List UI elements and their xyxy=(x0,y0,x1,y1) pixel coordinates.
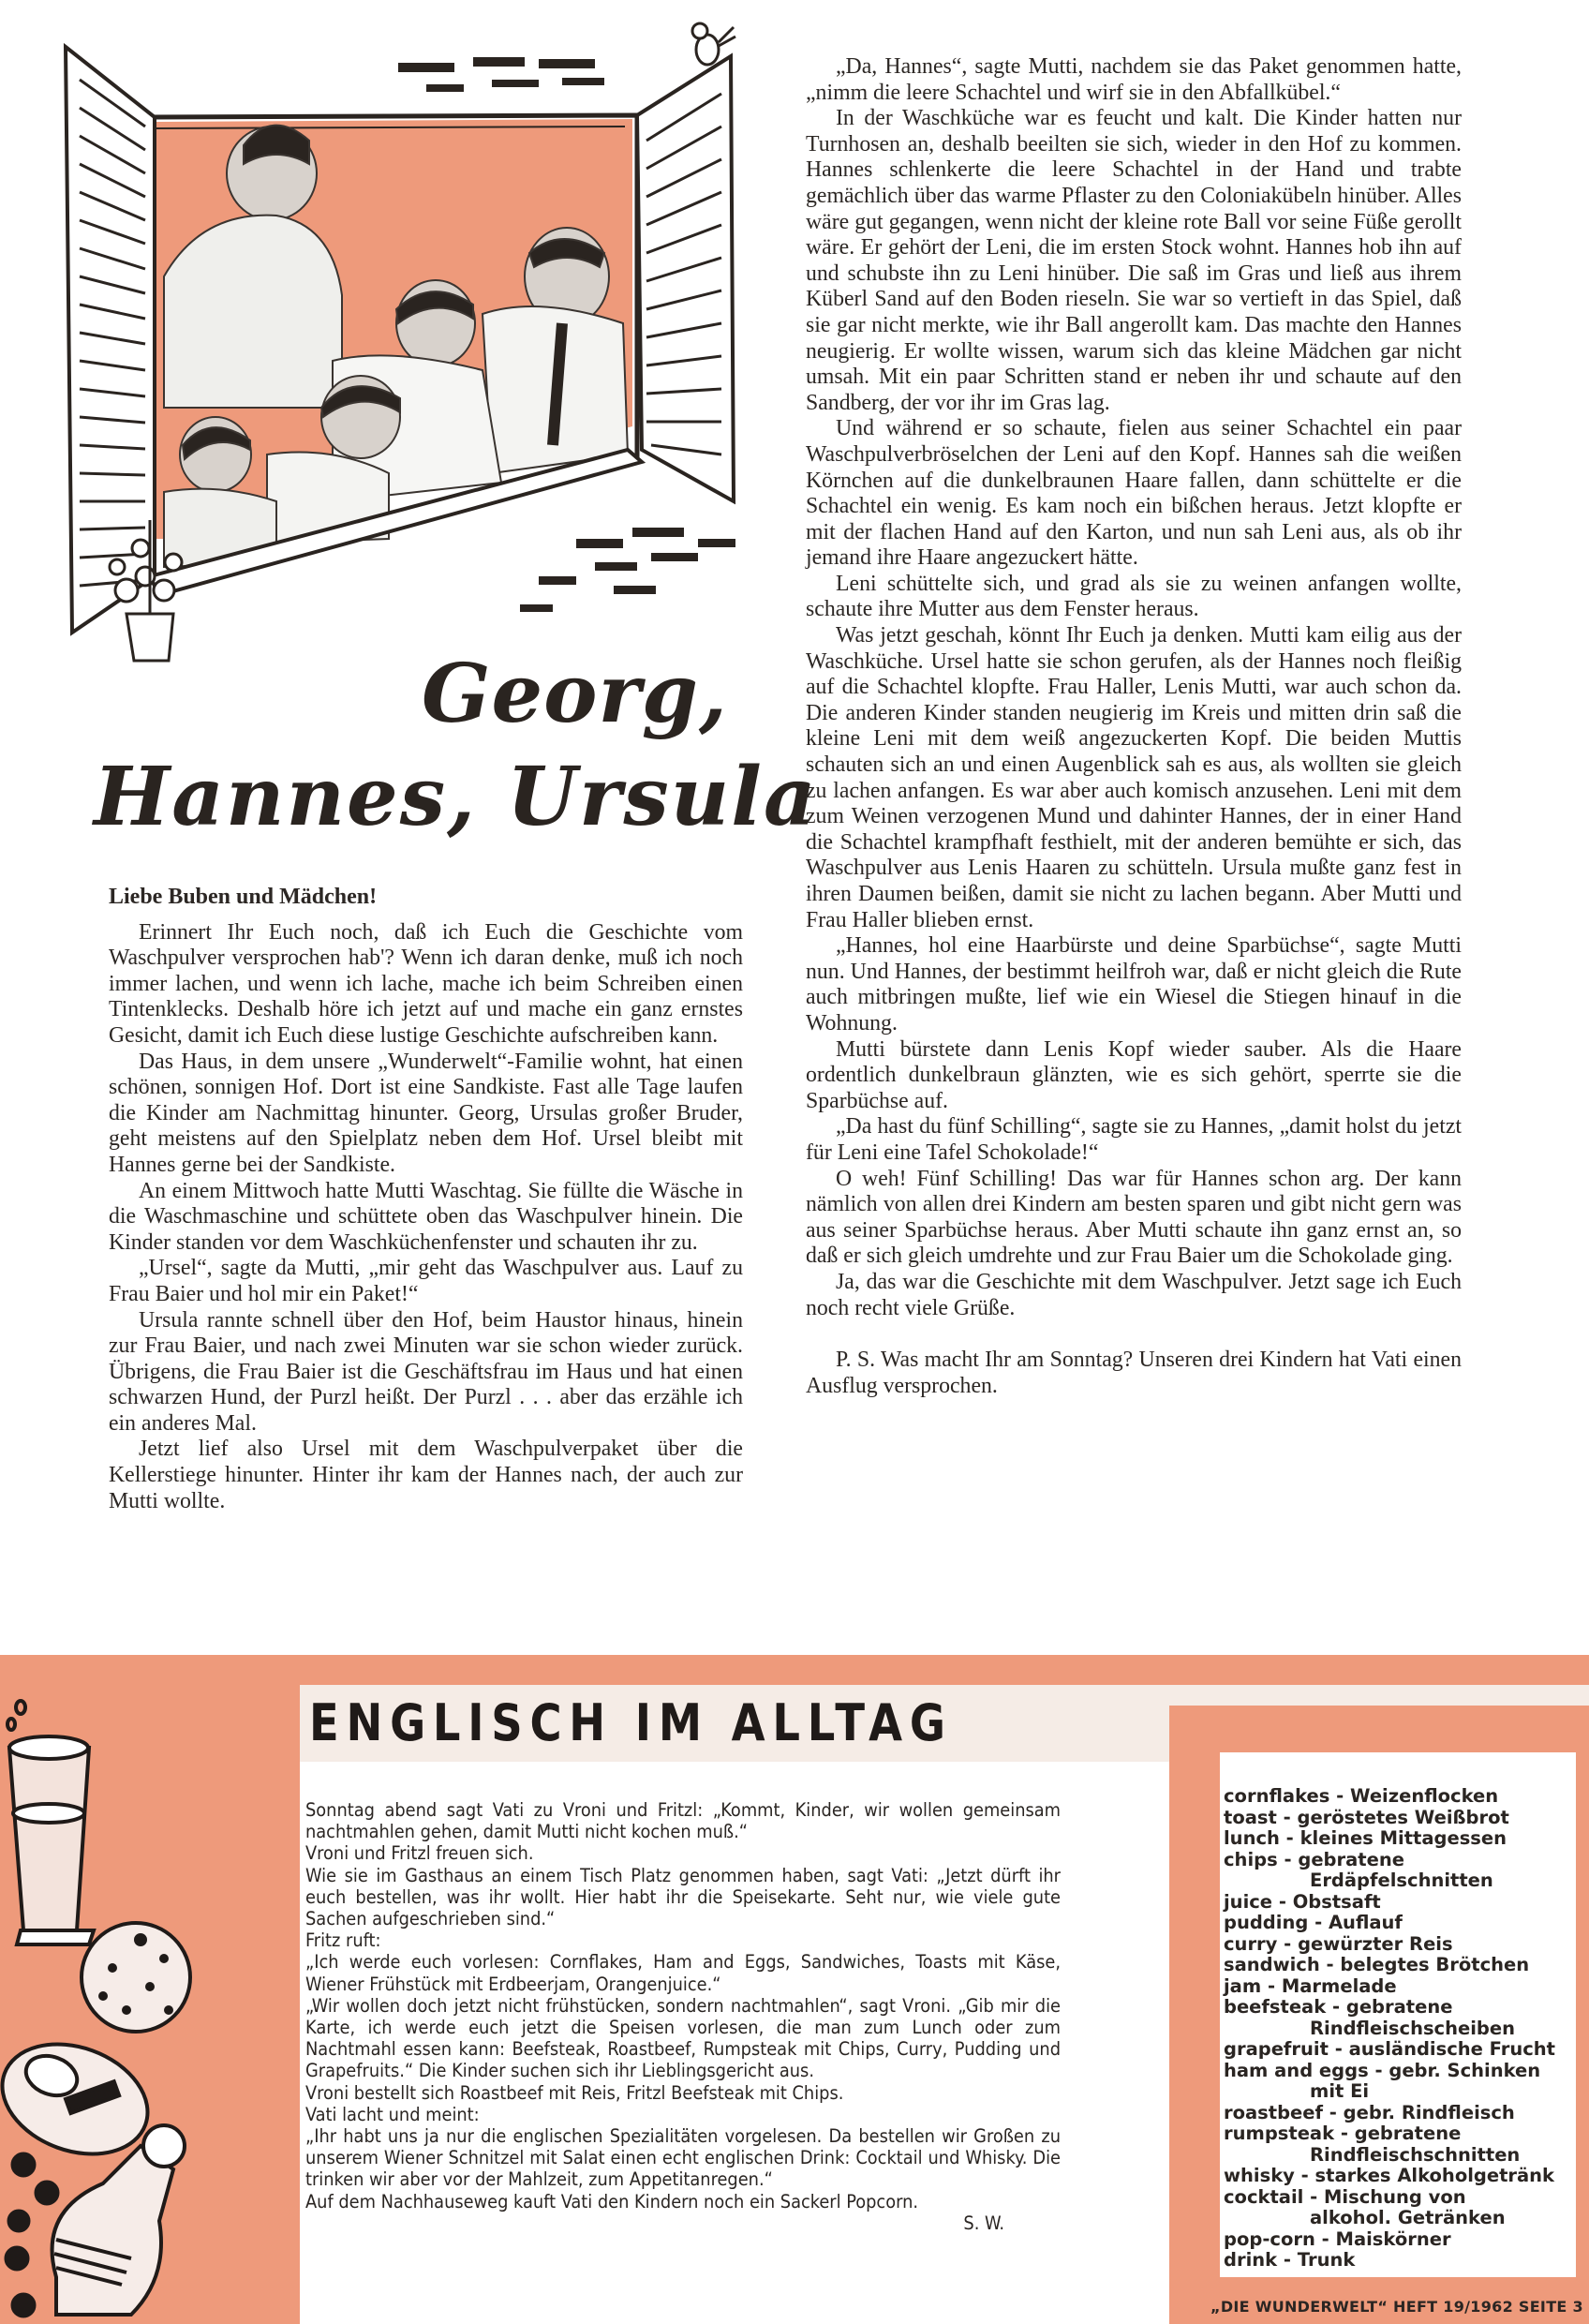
vocabulary-entry xyxy=(1224,1934,1580,1956)
vocabulary-english: juice xyxy=(1224,1890,1273,1913)
vocabulary-german: belegtes Brötchen xyxy=(1340,1954,1530,1975)
vocabulary-entry xyxy=(1224,2039,1580,2061)
glass-icon xyxy=(7,1701,94,1944)
vocabulary-english: cocktail xyxy=(1224,2185,1304,2208)
story-column-right xyxy=(806,54,1462,1399)
vocabulary-entry xyxy=(1224,1828,1580,1850)
vocabulary-entry xyxy=(1224,1997,1580,2019)
vocabulary-separator: - xyxy=(1308,1912,1329,1933)
vocabulary-separator: - xyxy=(1329,1785,1351,1807)
story-paragraph: „Ursel“, sagte da Mutti, „mir geht das Waschpulver aus. Lauf zu Frau Baier und hol mir ein Paket!“ xyxy=(109,1256,743,1306)
vocabulary-separator: - xyxy=(1368,2059,1389,2081)
vocabulary-separator: - xyxy=(1323,2101,1344,2123)
vocabulary-entry xyxy=(1224,1808,1580,1829)
vocabulary-german: gebr. Rindfleisch xyxy=(1343,2101,1515,2123)
story-paragraph: „Da hast du fünf Schilling“, sagte sie zu Hannes, „damit holst du jetzt für Leni eine Tafel Schokolade!“ xyxy=(806,1114,1462,1165)
dialog-line: „Ihr habt uns ja nur die englischen Spezialitäten vorgelesen. Da bestellen wir Großen zu unserem Wiener Schnitzel mit Salat einen echt englischen Drink: Cocktail und Whisky. Die trinken wir aber vor der Mahlzeit, zum Appetitanregen.“ xyxy=(305,2125,1061,2191)
vocabulary-german: gewürzter Reis xyxy=(1298,1932,1453,1955)
vocabulary-german: ausländische Frucht xyxy=(1348,2038,1555,2060)
dialog-line: Wie sie im Gasthaus an einem Tisch Platz genommen haben, sagt Vati: „Jetzt dürft ihr euch bestellen, was ihr wollt. Hier habt ihr die Speisekarte. Seht nur, wie viele gute Sachen aufgeschrieben sind.“ xyxy=(305,1864,1061,1930)
story-paragraph: Erinnert Ihr Euch noch, daß ich Euch die Geschichte vom Waschpulver versprochen hab'? Wenn ich daran denke, muß ich noch immer lachen, und wenn ich lache, mache ich beim Schreiben einen Tintenklecks. Deshalb höre ich jetzt auf und mache ein ganz ernstes Gesicht, damit ich Euch diese lustige Geschichte aufschreiben kann. xyxy=(109,919,743,1048)
vocabulary-separator: - xyxy=(1276,1806,1298,1828)
right-shutter xyxy=(637,56,734,501)
family-window-illustration xyxy=(52,14,764,745)
vocabulary-separator: - xyxy=(1328,2038,1349,2060)
vocabulary-german-continued: Erdäpfelschnitten xyxy=(1310,1870,1493,1891)
vocabulary-english: roastbeef xyxy=(1224,2101,1323,2123)
vocabulary-german: Marmelade xyxy=(1281,1974,1397,1997)
story-paragraph: O weh! Fünf Schilling! Das war für Hannes schon arg. Der kann nämlich von allen drei Kindern am besten sparen und gibt nicht gern was aus seiner Sparbüchse heraus. Aber Mutti schaute ihn ganz ernst an, so daß er sich gleich umdrehte und zur Frau Baier um die Schokolade ging. xyxy=(806,1166,1462,1269)
dialog-line: „Ich werde euch vorlesen: Cornflakes, Ham and Eggs, Sandwiches, Toasts mit Käse, Wiener Frühstück mit Erdbeerjam, Orangenjuice.“ xyxy=(305,1951,1061,1995)
vocabulary-english: drink xyxy=(1224,2249,1278,2271)
vocabulary-separator: - xyxy=(1277,2249,1298,2271)
vocabulary-separator: - xyxy=(1277,1932,1299,1955)
vocabulary-separator: - xyxy=(1319,1954,1341,1975)
vocabulary-english: lunch xyxy=(1224,1827,1280,1849)
story-paragraph: Ja, das war die Geschichte mit dem Waschpulver. Jetzt sage ich Euch noch recht viele Grüße. xyxy=(806,1269,1462,1320)
story-paragraph: In der Waschküche war es feucht und kalt. Die Kinder hatten nur Turnhosen an, deshalb beeilten sie sich, wieder in den Hof zu kommen. Hannes schlenkerte die leere Schachtel in der Hand und trabte gemächlich über das warme Pflaster zu den Coloniakübeln hinüber. Alles wäre gut gegangen, wenn nicht der kleine rote Ball vor seine Füße gerollt wäre. Er gehört der Leni, die im ersten Stock wohnt. Hannes hob ihn auf und schubste ihn zu Leni hinüber. Die saß im Gras und ließ aus ihrem Küberl Sand auf den Boden rieseln. Sie war so vertieft in das Spiel, daß sie gar nicht merkte, wie ihr Ball angerollt kam. Das machte den Hannes neugierig. Er wollte wissen, warum sich das kleine Mädchen gar nicht umsah. Mit ein paar Schritten stand er neben ihr und schaute auf den Sandberg, der vor ihr im Gras lag. xyxy=(806,106,1462,415)
vocabulary-separator: - xyxy=(1261,1974,1282,1997)
vocabulary-english: toast xyxy=(1224,1806,1277,1828)
vocabulary-separator: - xyxy=(1334,2123,1355,2144)
vocabulary-german: gebr. Schinken xyxy=(1389,2059,1541,2081)
vocabulary-german: Trunk xyxy=(1297,2249,1356,2271)
vocabulary-separator: - xyxy=(1314,2227,1336,2250)
vocabulary-german: gebratene xyxy=(1298,1848,1404,1870)
dialog-line: „Wir wollen doch jetzt nicht frühstücken, sondern nachtmahlen“, sagt Vroni. „Gib mir die Karte, ich werde euch jetzt die Speisen vorlesen, die man zum Lunch oder zum Nachtmahl essen kann: Beefsteak, Roastbeef, Rumpsteak mit Chips, Curry, Pudding und Grapefruits.“ Die Kinder suchen sich ihr Lieblingsgericht aus. xyxy=(305,1994,1061,2082)
english-dialog xyxy=(305,1799,1061,2234)
vocabulary-german: Auflauf xyxy=(1328,1912,1403,1933)
story-paragraph: Mutti bürstete dann Lenis Kopf wieder sauber. Als die Haare ordentlich dunkelbraun glänzten, wie es sich gehört, sperrte sie die Sparbüchse auf. xyxy=(806,1036,1462,1113)
nuts-icon xyxy=(6,2153,58,2317)
vocabulary-list xyxy=(1224,1786,1580,2272)
vocabulary-german-continued: mit Ei xyxy=(1310,2080,1370,2102)
dialog-line: Vati lacht und meint: xyxy=(305,2103,480,2125)
vocabulary-entry xyxy=(1224,1786,1580,1808)
page-footer: „DIE WUNDERWELT“ HEFT 19/1962 SEITE 3 xyxy=(1210,2298,1583,2316)
signature: S. W. xyxy=(963,2212,1004,2234)
vocabulary-entry xyxy=(1224,2250,1580,2272)
vocabulary-entry xyxy=(1224,2103,1580,2124)
orange-icon xyxy=(82,1923,190,2032)
vocabulary-english: pop-corn xyxy=(1224,2227,1315,2250)
dialog-line: Auf dem Nachhauseweg kauft Vati den Kindern noch ein Sackerl Popcorn. xyxy=(305,2190,918,2212)
vocabulary-separator: - xyxy=(1279,1827,1300,1849)
story-paragraph: An einem Mittwoch hatte Mutti Waschtag. Sie füllte die Wäsche in die Waschmaschine und schüttete oben das Waschpulver hinein. Die Kinder standen vor dem Waschküchenfenster und schauten ihr zu. xyxy=(109,1178,743,1255)
vocabulary-entry xyxy=(1224,2229,1580,2251)
greeting: Liebe Buben und Mädchen! xyxy=(109,885,378,909)
vocabulary-german: kleines Mittagessen xyxy=(1299,1827,1507,1849)
vocabulary-german: Obstsaft xyxy=(1292,1890,1381,1913)
story-column-left xyxy=(109,885,743,1514)
vocabulary-separator: - xyxy=(1272,1890,1293,1913)
story-paragraph: Ursula rannte schnell über den Hof, beim Haustor hinaus, hinein zur Frau Baier, und nach zwei Minuten war sie schon wieder zurück. Übrigens, die Frau Baier ist die Geschäftsfrau im Haus und hat einen schwarzen Hund, der Purzl heißt. Der Purzl . . . aber das erzähle ich ein anderes Mal. xyxy=(109,1307,743,1436)
vocabulary-english: curry xyxy=(1224,1932,1278,1955)
story-paragraph: „Da, Hannes“, sagte Mutti, nachdem sie das Paket genommen hatte, „nimm die leere Schachtel und wirf sie in den Abfallkübel.“ xyxy=(806,54,1462,105)
vocabulary-separator: - xyxy=(1326,1996,1346,2018)
bricks-bottom xyxy=(520,528,735,612)
vocabulary-entry xyxy=(1224,1850,1580,1871)
dialog-line: Vroni und Fritzl freuen sich. xyxy=(305,1842,534,1865)
vocabulary-entry xyxy=(1224,1955,1580,1976)
vocabulary-entry xyxy=(1224,1976,1580,1998)
vocabulary-english: whisky xyxy=(1224,2165,1295,2186)
vocabulary-german-continued: alkohol. Getränken xyxy=(1310,2207,1506,2228)
bottle-icon xyxy=(52,2125,185,2315)
vocabulary-entry xyxy=(1224,2166,1580,2187)
vocabulary-english: chips xyxy=(1224,1848,1278,1870)
bricks-top xyxy=(398,57,604,92)
vocabulary-english: cornflakes xyxy=(1224,1785,1330,1807)
section-title: ENGLISCH IM ALLTAG xyxy=(309,1693,953,1752)
story-paragraph: „Hannes, hol eine Haarbürste und deine Sparbüchse“, sagte Mutti nun. Und Hannes, der bestimmt heilfroh war, daß er nicht gleich die Rute auch mitbringen mußte, lief wie ein Wiesel die Stiegen hinauf in die Wohnung. xyxy=(806,933,1462,1035)
vocabulary-english: grapefruit xyxy=(1224,2038,1329,2060)
food-illustration xyxy=(0,1659,300,2324)
vocabulary-separator: - xyxy=(1303,2185,1325,2208)
vocabulary-english: pudding xyxy=(1224,1912,1309,1933)
vocabulary-entry xyxy=(1224,2187,1580,2209)
vocabulary-entry xyxy=(1224,2061,1580,2082)
vocabulary-entry xyxy=(1224,2123,1580,2145)
vocabulary-entry xyxy=(1224,1913,1580,1934)
vocabulary-german: Maiskörner xyxy=(1335,2227,1451,2250)
vocabulary-entry xyxy=(1224,1892,1580,1914)
vocabulary-german: Weizenflocken xyxy=(1350,1785,1499,1807)
title-line-2: Hannes, Ursula xyxy=(94,750,818,844)
dialog-line: Vroni bestellt sich Roastbeef mit Reis, Fritzl Beefsteak mit Chips. xyxy=(305,2081,844,2104)
dialog-line: Fritz ruft: xyxy=(305,1929,381,1952)
vocabulary-english: jam xyxy=(1224,1974,1262,1997)
vocabulary-german-continued: Rindfleischscheiben xyxy=(1310,2017,1515,2039)
story-paragraph: Das Haus, in dem unsere „Wunderwelt“-Familie wohnt, hat einen schönen, sonnigen Hof. Dort ist eine Sandkiste. Fast alle Tage laufen die Kinder am Nachmittag hinunter. Georg, Ursulas großer Bruder, geht meistens auf den Spielplatz neben dem Hof. Ursel bleibt mit Hannes gerne bei der Sandkiste. xyxy=(109,1049,743,1177)
vocabulary-german: geröstetes Weißbrot xyxy=(1297,1806,1509,1828)
story-paragraph: Jetzt lief also Ursel mit dem Waschpulverpaket über die Kellerstiege hinunter. Hinter ihr kam der Hannes nach, der auch zur Mutti wollte. xyxy=(109,1437,743,1513)
vocabulary-english: sandwich xyxy=(1224,1954,1320,1975)
vocabulary-german: gebratene xyxy=(1354,2123,1462,2144)
vocabulary-separator: - xyxy=(1277,1848,1299,1870)
vocabulary-german-continued: Rindfleischschnitten xyxy=(1310,2143,1521,2166)
vocabulary-german: gebratene xyxy=(1345,1996,1453,2018)
title-line-1: Georg, xyxy=(422,647,728,741)
vocabulary-german: starkes Alkoholgetränk xyxy=(1314,2165,1555,2186)
story-paragraph: Und während er so schaute, fielen aus seiner Schachtel ein paar Waschpulverbröselchen der Leni auf den Kopf. Hannes sah die weißen Körnchen auf die dunkelbraunen Haare fallen, dann schüttelte er die Schachtel ein wenig. Es kam noch ein bißchen heraus. Jetzt klopfte er mit der flachen Hand auf den Karton, und nun sah Leni aus, als ob ihr jemand ihre Haare angezuckert hätte. xyxy=(806,416,1462,571)
vocabulary-english: rumpsteak xyxy=(1224,2123,1335,2144)
vocabulary-english: ham and eggs xyxy=(1224,2059,1369,2081)
postscript: P. S. Was macht Ihr am Sonntag? Unseren drei Kindern hat Vati einen Ausflug versprochen. xyxy=(806,1348,1462,1398)
vocabulary-separator: - xyxy=(1294,2165,1315,2186)
vocabulary-german: Mischung von xyxy=(1324,2185,1466,2208)
story-paragraph: Was jetzt geschah, könnt Ihr Euch ja denken. Mutti kam eilig aus der Waschküche. Ursel hatte sie schon gerufen, als der Hannes noch fleißig auf die Schachtel klopfte. Frau Haller, Lenis Mutti, war auch schon da. Die anderen Kinder standen neugierig im Kreis und mitten drin saß die kleine Leni mit dem weiß angezuckerten Kopf. Die beiden Muttis schauten sich an und einen Augenblick sah es aus, als wollten sie gleich zu lachen anfangen. Es war aber auch komisch anzusehen. Leni mit dem zum Weinen verzogenen Mund und dahinter Hannes, der in einer Hand die Schachtel krampfhaft festhielt, mit der anderen bemühte er sich, das Waschpulver aus Lenis Haaren zu schütteln. Ursula mußte ganz fest in ihren Daumen beißen, damit sie nicht zu lachen begann. Aber Mutti und Frau Haller blieben ernst. xyxy=(806,623,1462,932)
vocabulary-english: beefsteak xyxy=(1224,1996,1327,2018)
story-paragraph: Leni schüttelte sich, und grad als sie zu weinen anfangen wollte, schaute ihre Mutter aus dem Fenster heraus. xyxy=(806,571,1462,622)
dialog-line: Sonntag abend sagt Vati zu Vroni und Fritzl: „Kommt, Kinder, wir wollen gemeinsam nachtmahlen gehen, damit Mutti nicht kochen muß.“ xyxy=(305,1799,1061,1843)
